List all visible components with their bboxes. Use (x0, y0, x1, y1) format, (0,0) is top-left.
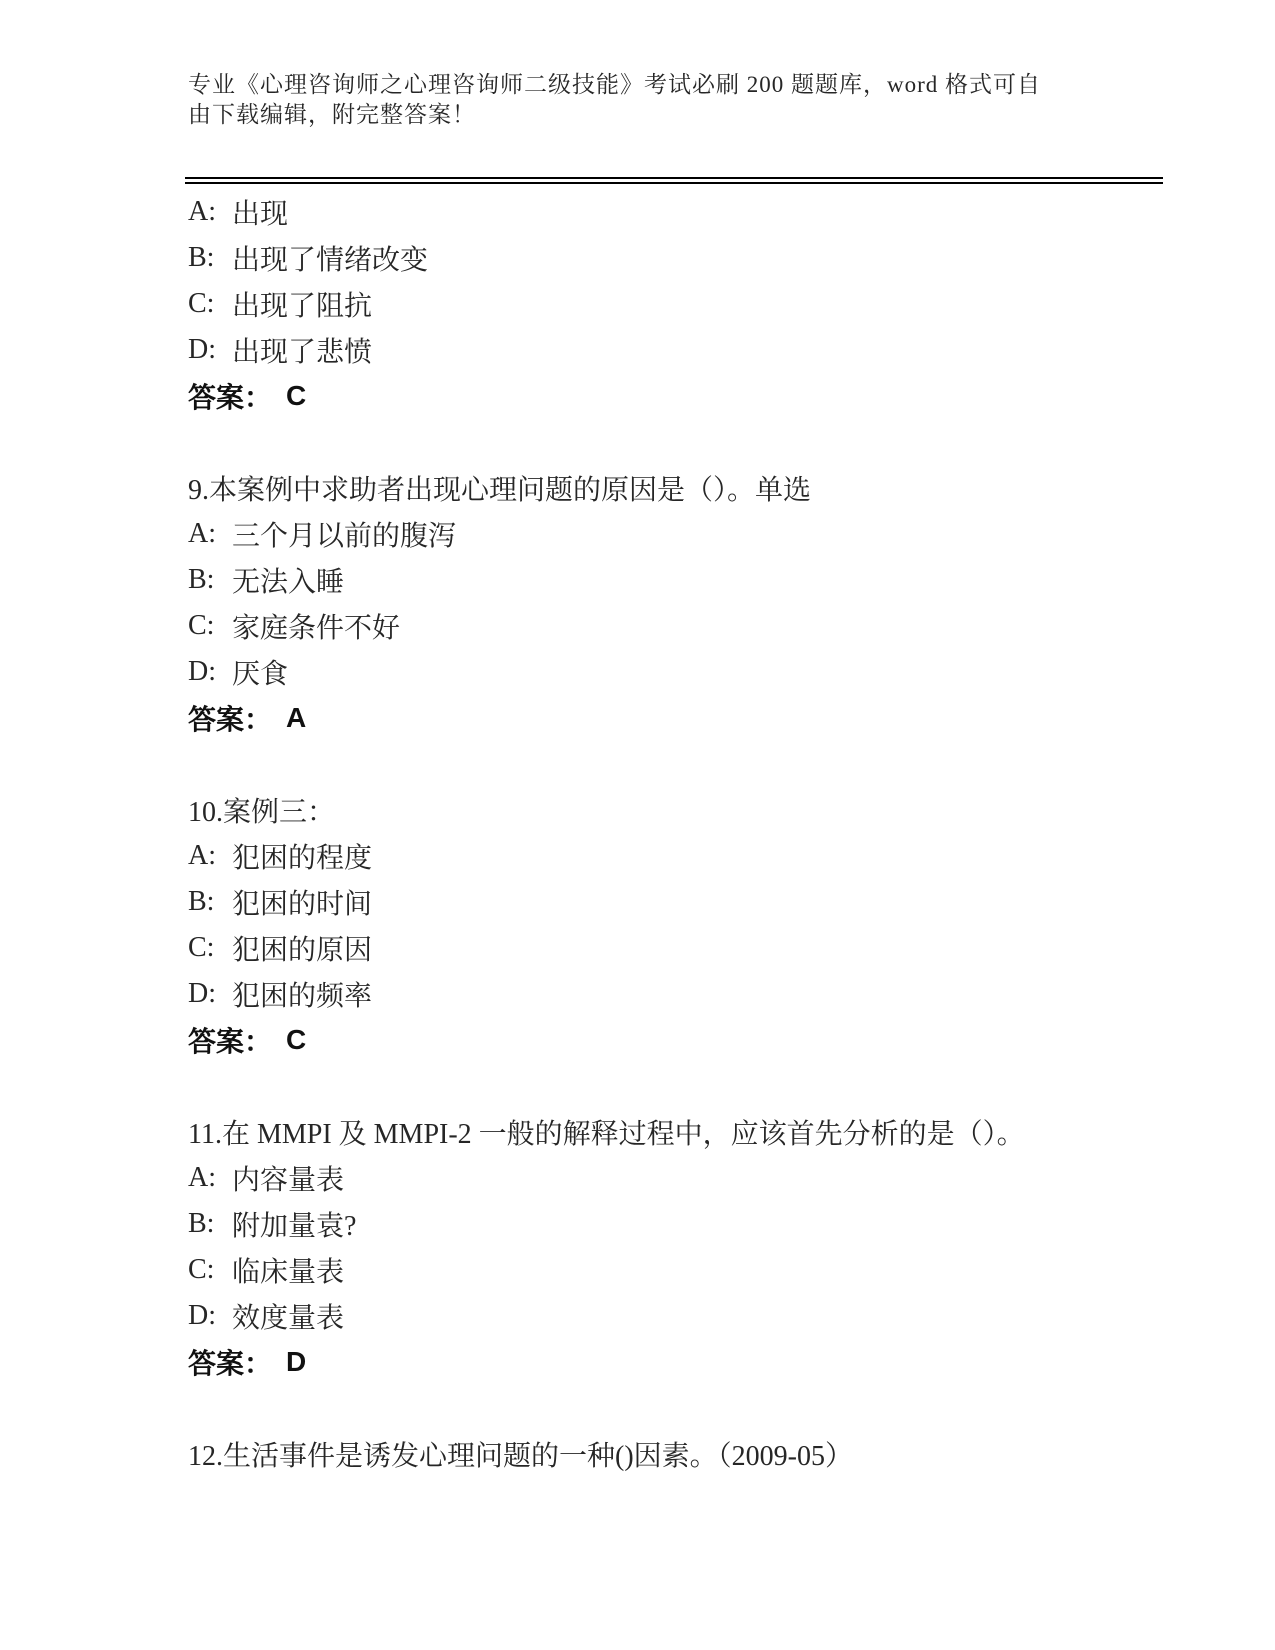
question-text: 10.案例三： (188, 797, 336, 828)
option-label: D: (188, 334, 216, 365)
answer-row (188, 1339, 1178, 1385)
option-row (188, 925, 1178, 971)
option-text: 内容量表 (232, 1165, 345, 1196)
option-row (188, 879, 1178, 925)
option-row (188, 1293, 1178, 1339)
option-row (188, 557, 1178, 603)
header-text-line-2: 由下载编辑，附完整答案！ (188, 102, 476, 127)
option-label: B: (188, 242, 215, 273)
option-text: 效度量表 (232, 1303, 345, 1334)
option-row (188, 833, 1178, 879)
option-text: 附加量袁? (232, 1211, 357, 1242)
document-body (188, 189, 1178, 1477)
option-label: C: (188, 610, 215, 641)
option-row (188, 511, 1178, 557)
option-text: 出现了阻抗 (232, 291, 373, 322)
answer-label: 答案： (188, 382, 273, 413)
option-label: B: (188, 886, 215, 917)
option-label: C: (188, 288, 215, 319)
option-row (188, 189, 1178, 235)
option-row (188, 971, 1178, 1017)
option-text: 临床量表 (232, 1257, 345, 1288)
question-text: 11.在 MMPI 及 MMPI-2 一般的解释过程中，应该首先分析的是（）。 (188, 1119, 1025, 1150)
blank-line (188, 419, 1178, 465)
option-row (188, 327, 1178, 373)
option-label: B: (188, 564, 215, 595)
option-row (188, 1201, 1178, 1247)
option-label: A: (188, 196, 216, 227)
option-text: 犯困的时间 (232, 889, 373, 920)
option-label: C: (188, 1254, 215, 1285)
header-text-line-1: 专业《心理咨询师之心理咨询师二级技能》考试必刷 200 题题库，word 格式可自 (188, 72, 1042, 97)
blank-line (188, 1063, 1178, 1109)
answer-label: 答案： (188, 704, 273, 735)
answer-row (188, 1017, 1178, 1063)
option-row (188, 603, 1178, 649)
option-label: A: (188, 840, 216, 871)
option-label: B: (188, 1208, 215, 1239)
option-row (188, 1247, 1178, 1293)
answer-value: D (286, 1346, 307, 1377)
option-row (188, 1155, 1178, 1201)
option-text: 出现 (232, 199, 289, 230)
option-text: 三个月以前的腹泻 (232, 521, 457, 552)
answer-row (188, 373, 1178, 419)
option-row (188, 281, 1178, 327)
option-text: 犯困的程度 (232, 843, 373, 874)
option-text: 出现了情绪改变 (232, 245, 429, 276)
question-text: 12.生活事件是诱发心理问题的一种()因素。（2009-05） (188, 1441, 853, 1472)
page-header (188, 70, 1173, 130)
option-label: D: (188, 1300, 216, 1331)
answer-value: C (286, 1024, 307, 1055)
blank-line (188, 741, 1178, 787)
answer-value: A (286, 702, 307, 733)
option-label: A: (188, 1162, 216, 1193)
option-row (188, 235, 1178, 281)
answer-label: 答案： (188, 1026, 273, 1057)
option-text: 无法入睡 (232, 567, 345, 598)
question-text: 9.本案例中求助者出现心理问题的原因是（）。单选 (188, 475, 812, 506)
answer-value: C (286, 380, 307, 411)
answer-row (188, 695, 1178, 741)
option-text: 出现了悲愤 (232, 337, 373, 368)
option-text: 厌食 (232, 659, 289, 690)
option-row (188, 649, 1178, 695)
option-label: D: (188, 656, 216, 687)
header-divider (185, 177, 1163, 184)
blank-line (188, 1385, 1178, 1431)
option-text: 犯困的原因 (232, 935, 373, 966)
option-label: C: (188, 932, 215, 963)
option-label: A: (188, 518, 216, 549)
option-text: 犯困的频率 (232, 981, 373, 1012)
answer-label: 答案： (188, 1348, 273, 1379)
option-label: D: (188, 978, 216, 1009)
option-text: 家庭条件不好 (232, 613, 401, 644)
